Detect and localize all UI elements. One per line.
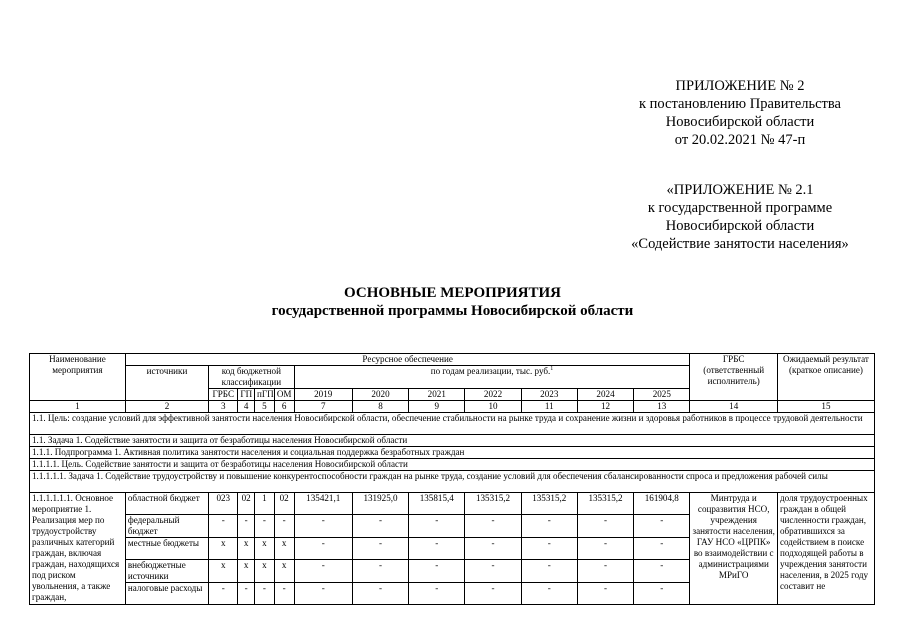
header-code-col: ОМ [274, 389, 294, 401]
document-subtitle: государственной программы Новосибирской области [271, 303, 634, 319]
value-cell: - [465, 560, 521, 583]
subgoal-row: 1.1.1.1. Цель. Содействие занятости и защита от безработицы населения Новосибирской области [30, 459, 875, 471]
code-cell: - [274, 515, 294, 538]
header-year: 2020 [352, 389, 408, 401]
value-cell: - [409, 515, 465, 538]
header-code-col: пГП [255, 389, 275, 401]
activity-name: 1.1.1.1.1.1. Основное мероприятие 1. Реализация мер по трудоустройству различных категорий граждан, включая граждан, находящихся под риском увольнения, а также граждан, [30, 493, 126, 605]
task-row: 1.1. Задача 1. Содействие занятости и защита от безработицы населения Новосибирской области [30, 435, 875, 447]
code-cell: х [255, 538, 275, 560]
column-number: 10 [465, 401, 521, 413]
code-cell: 02 [238, 493, 255, 515]
code-cell: 02 [274, 493, 294, 515]
source-cell: налоговые расходы [125, 583, 208, 605]
column-number: 1 [30, 401, 126, 413]
column-number: 3 [209, 401, 238, 413]
appendix-header-line: ПРИЛОЖЕНИЕ № 2 [675, 78, 805, 94]
value-cell: - [521, 560, 577, 583]
code-cell: - [238, 515, 255, 538]
appendix-header-line: Новосибирской области [665, 114, 815, 130]
value-cell: - [409, 560, 465, 583]
column-number: 15 [777, 401, 874, 413]
code-cell: - [255, 515, 275, 538]
code-cell: 1 [255, 493, 275, 515]
source-cell: местные бюджеты [125, 538, 208, 560]
appendix-header-line: от 20.02.2021 № 47-п [674, 132, 806, 148]
responsible-cell: Минтруда и соцразвития НСО, учреждения занятости населения, ГАУ НСО «ЦРПК» во взаимодействии с администрациями МРиГО [690, 493, 778, 605]
appendix-header [595, 77, 885, 149]
column-number: 5 [255, 401, 275, 413]
value-cell: - [352, 515, 408, 538]
value-cell: - [352, 583, 408, 605]
header-by-years [294, 366, 690, 389]
code-cell: х [209, 538, 238, 560]
column-number: 13 [634, 401, 690, 413]
activities-table [29, 353, 875, 605]
expected-result-cell: доля трудоустроенных граждан в общей численности граждан, обратившихся за содействием в поиске подходящей работы в учреждения занятости населения, в 2025 году составит не [777, 493, 874, 605]
value-cell: 135421,1 [294, 493, 352, 515]
sub-appendix-header-line: «ПРИЛОЖЕНИЕ № 2.1 [666, 182, 814, 198]
code-cell: х [255, 560, 275, 583]
value-cell: - [634, 515, 690, 538]
value-cell: - [465, 583, 521, 605]
code-cell: х [274, 538, 294, 560]
value-cell: - [294, 560, 352, 583]
value-cell: - [294, 538, 352, 560]
column-number: 12 [577, 401, 633, 413]
source-cell: федеральный бюджет [125, 515, 208, 538]
value-cell: - [577, 538, 633, 560]
code-cell: - [209, 515, 238, 538]
value-cell: 131925,0 [352, 493, 408, 515]
header-name: Наименование мероприятия [30, 354, 126, 401]
value-cell: - [521, 538, 577, 560]
header-year: 2024 [577, 389, 633, 401]
subprogram-row: 1.1.1. Подпрограмма 1. Активная политика занятости населения и социальная поддержка безработных граждан [30, 447, 875, 459]
source-cell: областной бюджет [125, 493, 208, 515]
code-cell: - [255, 583, 275, 605]
value-cell: - [634, 538, 690, 560]
table-row [30, 493, 875, 515]
sub-appendix-header-line: к государственной программе [647, 200, 833, 216]
column-number: 11 [521, 401, 577, 413]
value-cell: 135315,2 [577, 493, 633, 515]
code-cell: х [238, 538, 255, 560]
header-year: 2025 [634, 389, 690, 401]
value-cell: - [465, 515, 521, 538]
value-cell: - [634, 583, 690, 605]
column-numbers-row [30, 401, 875, 413]
code-cell: х [238, 560, 255, 583]
column-number: 7 [294, 401, 352, 413]
footnote-mark: 1 [550, 365, 554, 372]
header-year: 2021 [409, 389, 465, 401]
header-expected-result: Ожидаемый результат (краткое описание) [777, 354, 874, 401]
header-sources: источники [125, 366, 208, 401]
goal-row: 1.1. Цель: создание условий для эффективной занятости населения Новосибирской области, обеспечение стабильности на рынке труда и сохранение жизни и здоровья работников в процессе трудовой деятельности [30, 413, 875, 435]
sub-appendix-header-line: Новосибирской области [665, 218, 815, 234]
code-cell: 023 [209, 493, 238, 515]
header-resources: Ресурсное обеспечение [125, 354, 690, 366]
header-year: 2023 [521, 389, 577, 401]
value-cell: - [577, 515, 633, 538]
value-cell: 135315,2 [465, 493, 521, 515]
column-number: 6 [274, 401, 294, 413]
code-cell: х [209, 560, 238, 583]
value-cell: - [352, 538, 408, 560]
value-cell: - [294, 515, 352, 538]
code-cell: - [209, 583, 238, 605]
appendix-header-line: к постановлению Правительства [639, 96, 841, 112]
column-number: 14 [690, 401, 778, 413]
value-cell: 135315,2 [521, 493, 577, 515]
value-cell: - [409, 583, 465, 605]
column-number: 2 [125, 401, 208, 413]
value-cell: - [577, 583, 633, 605]
code-cell: х [274, 560, 294, 583]
value-cell: - [294, 583, 352, 605]
header-by-years-text: по годам реализации, тыс. руб. [430, 366, 551, 376]
header-year: 2022 [465, 389, 521, 401]
value-cell: - [352, 560, 408, 583]
header-year: 2019 [294, 389, 352, 401]
header-code-col: ГП [238, 389, 255, 401]
code-cell: - [274, 583, 294, 605]
sub-appendix-header-line: «Содействие занятости населения» [631, 236, 849, 252]
header-code-col: ГРБС [209, 389, 238, 401]
code-cell: - [238, 583, 255, 605]
sub-appendix-header [595, 181, 885, 253]
value-cell: - [634, 560, 690, 583]
value-cell: - [465, 538, 521, 560]
value-cell: 135815,4 [409, 493, 465, 515]
value-cell: - [521, 515, 577, 538]
header-budget-code: код бюджетной классификации [209, 366, 294, 389]
source-cell: внебюджетные источники [125, 560, 208, 583]
column-number: 4 [238, 401, 255, 413]
header-grbs: ГРБС (ответственный исполнитель) [690, 354, 778, 401]
document-title: ОСНОВНЫЕ МЕРОПРИЯТИЯ [344, 285, 561, 301]
value-cell: - [577, 560, 633, 583]
column-number: 9 [409, 401, 465, 413]
column-number: 8 [352, 401, 408, 413]
subtask-row: 1.1.1.1.1. Задача 1. Содействие трудоустройству и повышение конкурентоспособности граждан на рынке труда, создание условий для обеспечения сбалансированности спроса и предложения рабочей силы [30, 471, 875, 493]
value-cell: 161904,8 [634, 493, 690, 515]
value-cell: - [409, 538, 465, 560]
value-cell: - [521, 583, 577, 605]
